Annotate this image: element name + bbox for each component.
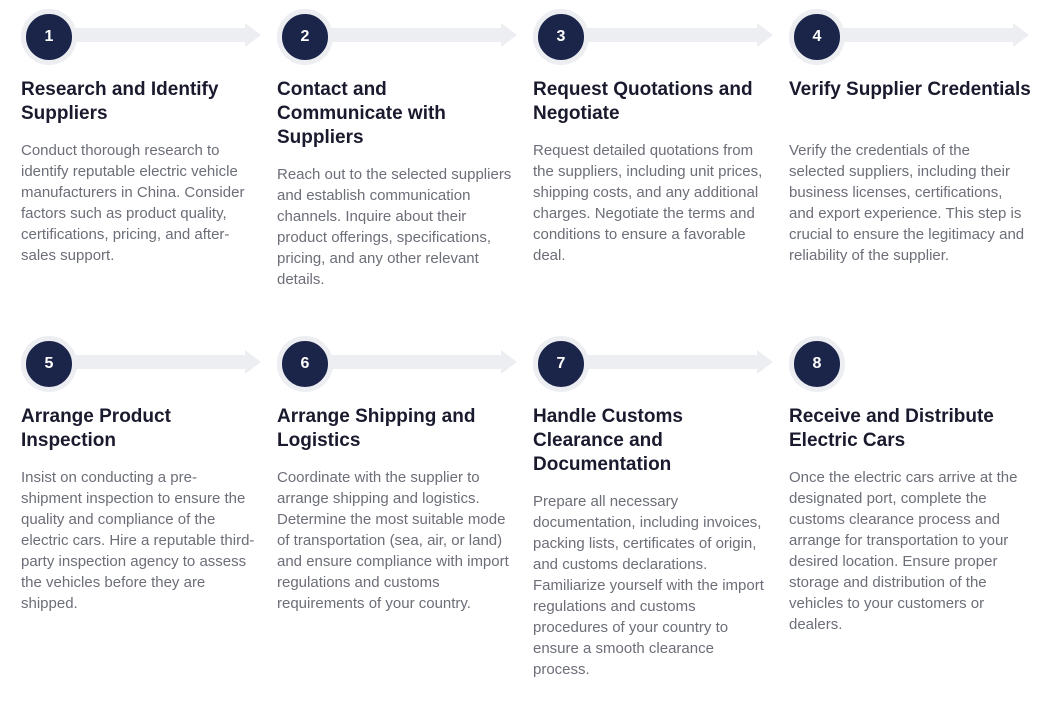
step-description: Once the electric cars arrive at the designated port, complete the customs clearance process and arrange for transportation to your desired location. Ensure proper storage and distribution of the vehicles to your customers or dealers.	[789, 469, 1018, 633]
step-number-badge: 5	[21, 336, 77, 392]
step-title: Request Quotations and Negotiate	[533, 79, 753, 124]
step-title: Receive and Distribute Electric Cars	[789, 406, 994, 451]
arrow-bar	[839, 28, 1015, 42]
step-description: Conduct thorough research to identify reputable electric vehicle manufacturers in China. Consider factors such as product quality, certifications, pricing, and after-sales support.	[21, 142, 245, 264]
arrow-right-icon	[757, 350, 773, 374]
step-title: Research and Identify Suppliers	[21, 79, 219, 124]
step-description: Request detailed quotations from the suppliers, including unit prices, shipping costs, and any additional charges. Negotiate the terms and conditions to ensure a favorable deal.	[533, 142, 763, 264]
step-title: Arrange Shipping and Logistics	[277, 406, 476, 451]
step-track	[789, 6, 1029, 58]
arrow-right-icon	[757, 23, 773, 47]
arrow-right-icon	[1013, 23, 1029, 47]
arrow-bar	[71, 355, 247, 369]
step-track	[533, 6, 773, 58]
step-number-badge: 3	[533, 9, 589, 65]
arrow-right-icon	[501, 23, 517, 47]
arrow-bar	[327, 355, 503, 369]
step-number-badge: 4	[789, 9, 845, 65]
step-description: Reach out to the selected suppliers and establish communication channels. Inquire about their product offerings, specifications, pricing, and any other relevant details.	[277, 166, 512, 288]
step-description: Verify the credentials of the selected suppliers, including their business licenses, certifications, and export experience. This step is crucial to ensure the legitimacy and reliability of the supplier.	[789, 142, 1025, 264]
step-track	[533, 333, 773, 385]
step-number-badge: 8	[789, 336, 845, 392]
step-track	[21, 6, 261, 58]
step-description: Insist on conducting a pre-shipment inspection to ensure the quality and compliance of the electric cars. Hire a reputable third-party inspection agency to assess the vehicles before they are shipped.	[21, 469, 255, 612]
step-title: Handle Customs Clearance and Documentation	[533, 406, 683, 475]
step-description: Coordinate with the supplier to arrange shipping and logistics. Determine the most suitable mode of transportation (sea, air, or land) and ensure compliance with import regulations and customs requirements of your country.	[277, 469, 509, 612]
step-number-badge: 6	[277, 336, 333, 392]
step-track	[277, 333, 517, 385]
arrow-bar	[583, 28, 759, 42]
arrow-bar	[583, 355, 759, 369]
step-track	[277, 6, 517, 58]
arrow-right-icon	[501, 350, 517, 374]
step-title: Arrange Product Inspection	[21, 406, 171, 451]
step-track	[21, 333, 261, 385]
arrow-right-icon	[245, 23, 261, 47]
step-description: Prepare all necessary documentation, including invoices, packing lists, certificates of origin, and customs declarations. Familiarize yourself with the import regulations and customs procedures of your country to ensure a smooth clearance process.	[533, 493, 764, 678]
arrow-bar	[71, 28, 247, 42]
step-number-badge: 2	[277, 9, 333, 65]
step-title: Verify Supplier Credentials	[789, 79, 1031, 100]
step-title: Contact and Communicate with Suppliers	[277, 79, 446, 148]
step-number-badge: 7	[533, 336, 589, 392]
arrow-bar	[327, 28, 503, 42]
step-number-badge: 1	[21, 9, 77, 65]
step-track	[789, 333, 845, 385]
arrow-right-icon	[245, 350, 261, 374]
